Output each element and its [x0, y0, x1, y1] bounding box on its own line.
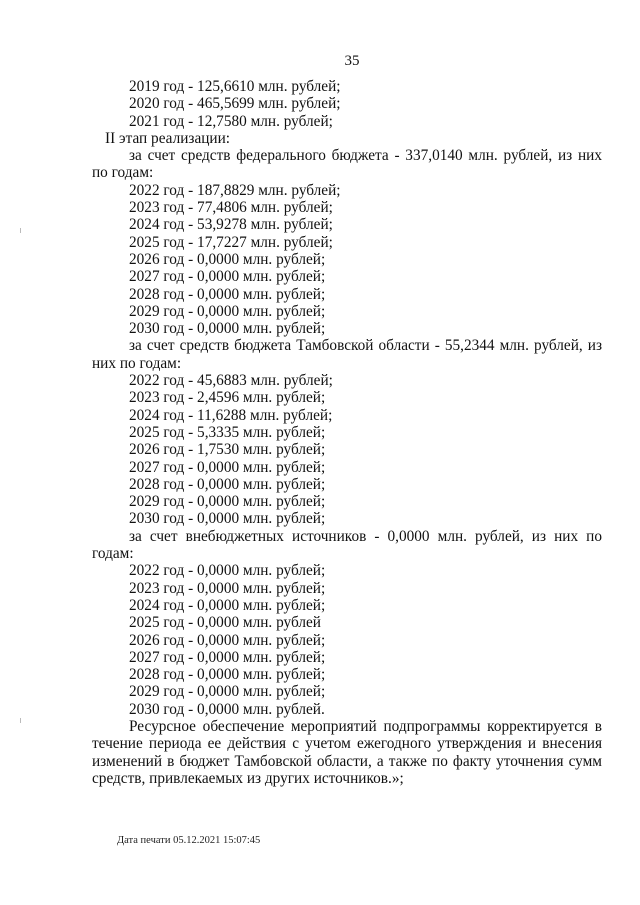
federal-intro-cont: по годам: [92, 164, 154, 182]
print-date-footer: Дата печати 05.12.2021 15:07:45 [117, 835, 261, 846]
extrabudget-intro: за счет внебюджетных источников - 0,0000 млн. рублей, из них по [129, 527, 602, 545]
stage1-year-line: 2020 год - 465,5699 млн. рублей; [129, 95, 341, 113]
regional-year-line: 2026 год - 1,7530 млн. рублей; [129, 441, 326, 459]
regional-year-line: 2024 год - 11,6288 млн. рублей; [129, 406, 333, 424]
federal-intro: за счет средств федерального бюджета - 337,0140 млн. рублей, из них [129, 147, 602, 165]
scan-margin-mark [20, 718, 21, 723]
closing-line: средств, привлекаемых из других источников.»; [92, 769, 404, 787]
extrabudget-section [92, 528, 602, 718]
page-number: 35 [344, 53, 360, 69]
stage1-year-line: 2021 год - 12,7580 млн. рублей; [129, 112, 333, 130]
extrabudget-year-line: 2028 год - 0,0000 млн. рублей; [129, 666, 326, 684]
regional-year-line: 2025 год - 5,3335 млн. рублей; [129, 423, 326, 441]
extrabudget-year-line: 2025 год - 0,0000 млн. рублей [129, 614, 321, 632]
extrabudget-year-line: 2023 год - 0,0000 млн. рублей; [129, 579, 326, 597]
federal-year-line: 2027 год - 0,0000 млн. рублей; [129, 268, 326, 286]
federal-year-line: 2023 год - 77,4806 млн. рублей; [129, 199, 333, 217]
closing-paragraph [92, 718, 602, 787]
federal-year-line: 2029 год - 0,0000 млн. рублей; [129, 302, 326, 320]
federal-budget-section [92, 147, 602, 337]
regional-year-line: 2028 год - 0,0000 млн. рублей; [129, 475, 326, 493]
regional-year-line: 2022 год - 45,6883 млн. рублей; [129, 372, 333, 390]
extrabudget-year-line: 2029 год - 0,0000 млн. рублей; [129, 683, 326, 701]
extrabudget-year-line: 2027 год - 0,0000 млн. рублей; [129, 648, 326, 666]
regional-intro: за счет средств бюджета Тамбовской области - 55,2344 млн. рублей, из [129, 337, 602, 355]
stage1-years [92, 78, 602, 130]
extrabudget-year-line: 2022 год - 0,0000 млн. рублей; [129, 562, 326, 580]
extrabudget-year-line: 2024 год - 0,0000 млн. рублей; [129, 596, 326, 614]
stage2-heading: II этап реализации: [105, 129, 231, 147]
scan-margin-mark [20, 228, 21, 233]
regional-year-line: 2030 год - 0,0000 млн. рублей; [129, 510, 326, 528]
federal-year-line: 2025 год - 17,7227 млн. рублей; [129, 233, 333, 251]
regional-budget-section [92, 337, 602, 527]
regional-year-line: 2027 год - 0,0000 млн. рублей; [129, 458, 326, 476]
federal-year-line: 2030 год - 0,0000 млн. рублей; [129, 320, 326, 338]
federal-year-line: 2026 год - 0,0000 млн. рублей; [129, 250, 326, 268]
extrabudget-year-line: 2030 год - 0,0000 млн. рублей. [129, 700, 325, 718]
document-body [92, 78, 602, 787]
extrabudget-intro-cont: годам: [92, 545, 134, 563]
stage1-year-line: 2019 год - 125,6610 млн. рублей; [129, 78, 341, 95]
closing-line: изменений в бюджет Тамбовской области, а также по факту уточнения сумм [92, 752, 602, 770]
regional-year-line: 2023 год - 2,4596 млн. рублей; [129, 389, 326, 407]
federal-year-line: 2028 год - 0,0000 млн. рублей; [129, 285, 326, 303]
regional-year-line: 2029 год - 0,0000 млн. рублей; [129, 493, 326, 511]
federal-year-line: 2022 год - 187,8829 млн. рублей; [129, 181, 341, 199]
regional-intro-cont: них по годам: [92, 354, 182, 372]
federal-year-line: 2024 год - 53,9278 млн. рублей; [129, 216, 333, 234]
extrabudget-year-line: 2026 год - 0,0000 млн. рублей; [129, 631, 326, 649]
closing-line: Ресурсное обеспечение мероприятий подпрограммы корректируется в [129, 717, 602, 735]
closing-line: течение периода ее действия с учетом ежегодного утверждения и внесения [92, 735, 602, 753]
